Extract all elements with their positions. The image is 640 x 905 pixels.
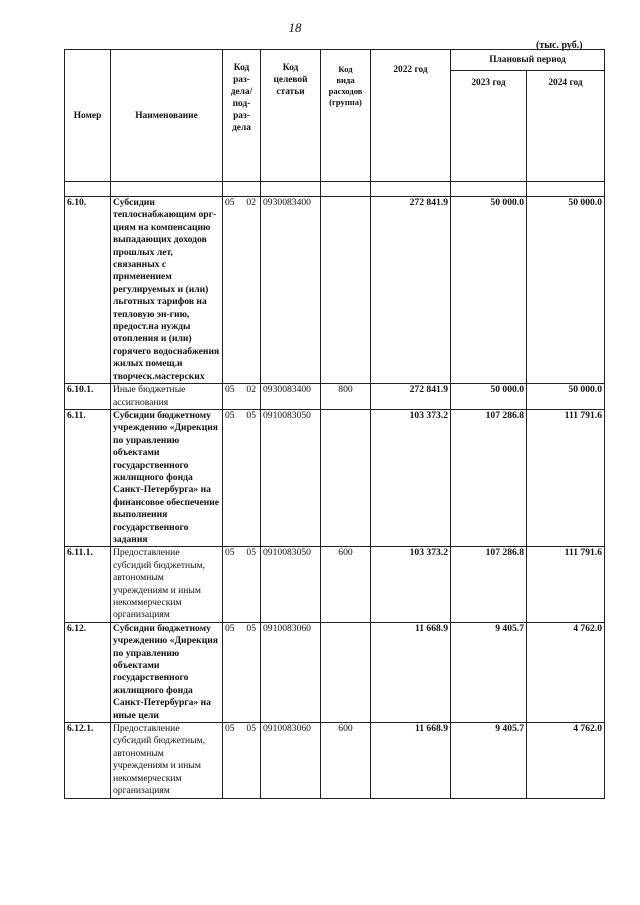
row-celevaya-statya: 0910083060 — [261, 622, 321, 722]
row-celevaya-statya: 0930083400 — [261, 197, 321, 384]
table-body — [65, 182, 605, 799]
row-vid-rashodov: 600 — [321, 547, 371, 622]
row-vid-rashodov: 600 — [321, 723, 371, 798]
header-2024: 2024 год — [527, 71, 605, 182]
row-podrazdel-code: 02 — [246, 197, 256, 208]
row-amount-2024: 50 000.0 — [527, 197, 605, 384]
row-podrazdel-code: 05 — [246, 622, 256, 634]
row-amount-2023: 50 000.0 — [451, 384, 527, 410]
row-razdel-code: 05 — [225, 547, 235, 559]
row-razdel-code: 05 — [225, 197, 235, 208]
row-podrazdel-code: 05 — [246, 723, 256, 735]
header-2023: 2023 год — [451, 71, 527, 182]
row-amount-2024: 111 791.6 — [527, 409, 605, 546]
row-number: 6.12. — [65, 622, 111, 722]
units-label: (тыс. руб.) — [536, 40, 583, 51]
header-kod-celevoy: Код целевой статьи — [261, 50, 321, 182]
row-razdel-code: 05 — [225, 622, 235, 634]
table-row — [65, 723, 605, 798]
header-kod-vida: Код вида расходов (группа) — [321, 50, 371, 182]
table-row — [65, 547, 605, 622]
row-amount-2022: 103 373.2 — [371, 409, 451, 546]
row-number: 6.12.1. — [65, 723, 111, 798]
budget-table — [64, 49, 605, 799]
row-podrazdel-code: 05 — [246, 547, 256, 559]
row-amount-2023: 107 286.8 — [451, 547, 527, 622]
spacer-row — [65, 182, 605, 197]
row-amount-2023: 50 000.0 — [451, 197, 527, 384]
row-amount-2023: 9 405.7 — [451, 723, 527, 798]
row-amount-2024: 4 762.0 — [527, 723, 605, 798]
header-2022: 2022 год — [371, 50, 451, 182]
table-row — [65, 384, 605, 410]
table-row — [65, 622, 605, 722]
table-row — [65, 197, 605, 384]
row-amount-2022: 272 841.9 — [371, 384, 451, 410]
row-razdel — [223, 197, 261, 384]
table-row — [65, 409, 605, 546]
row-amount-2024: 111 791.6 — [527, 547, 605, 622]
row-amount-2022: 103 373.2 — [371, 547, 451, 622]
row-celevaya-statya: 0910083060 — [261, 723, 321, 798]
page-number: 18 — [288, 20, 302, 35]
row-vid-rashodov — [321, 197, 371, 384]
header-planovyi-period: Плановый период — [451, 50, 605, 71]
row-name: Предоставление субсидий бюджетным, автономным учреждениям и иным некоммерческим организациям — [111, 547, 223, 622]
row-number: 6.11.1. — [65, 547, 111, 622]
row-celevaya-statya: 0930083400 — [261, 384, 321, 410]
header-nomer: Номер — [65, 50, 111, 182]
row-amount-2022: 11 668.9 — [371, 723, 451, 798]
header-kod-razdela: Код раз- дела/ под- раз- дела — [223, 50, 261, 182]
row-razdel — [223, 384, 261, 410]
row-name: Субсидии теплоснабжающим орг-циям на компенсацию выпадающих доходов прошлых лет, связанных с применением регулируемых и (или) льготных тарифов на тепловую эн-гию, предост.на нужды отопления и (или) горячего водоснабжения жилых помещ.и творческ.мастерских — [111, 197, 223, 384]
row-celevaya-statya: 0910083050 — [261, 409, 321, 546]
row-podrazdel-code: 05 — [246, 409, 256, 421]
row-number: 6.11. — [65, 409, 111, 546]
row-name: Иные бюджетные ассигнования — [111, 384, 223, 410]
row-amount-2024: 50 000.0 — [527, 384, 605, 410]
row-vid-rashodov: 800 — [321, 384, 371, 410]
row-razdel — [223, 622, 261, 722]
row-name: Субсидии бюджетному учреждению «Дирекция по управлению объектами государственного жилищного фонда Санкт-Петербурга» на иные цели — [111, 622, 223, 722]
row-number: 6.10.1. — [65, 384, 111, 410]
row-razdel-code: 05 — [225, 409, 235, 421]
row-razdel-code: 05 — [225, 723, 235, 735]
row-amount-2024: 4 762.0 — [527, 622, 605, 722]
row-amount-2023: 107 286.8 — [451, 409, 527, 546]
row-amount-2022: 272 841.9 — [371, 197, 451, 384]
row-razdel — [223, 547, 261, 622]
row-vid-rashodov — [321, 622, 371, 722]
header-naimenovanie: Наименование — [111, 50, 223, 182]
row-amount-2023: 9 405.7 — [451, 622, 527, 722]
row-number: 6.10. — [65, 197, 111, 384]
row-amount-2022: 11 668.9 — [371, 622, 451, 722]
table-header-row — [65, 50, 605, 71]
row-vid-rashodov — [321, 409, 371, 546]
row-razdel — [223, 409, 261, 546]
row-razdel-code: 05 — [225, 384, 235, 396]
row-name: Предоставление субсидий бюджетным, автономным учреждениям и иным некоммерческим организациям — [111, 723, 223, 798]
row-celevaya-statya: 0910083050 — [261, 547, 321, 622]
row-podrazdel-code: 02 — [246, 384, 256, 396]
row-razdel — [223, 723, 261, 798]
row-name: Субсидии бюджетному учреждению «Дирекция по управлению объектами государственного жилищного фонда Санкт-Петербурга» на финансовое обеспечение выполнения государственного задания — [111, 409, 223, 546]
